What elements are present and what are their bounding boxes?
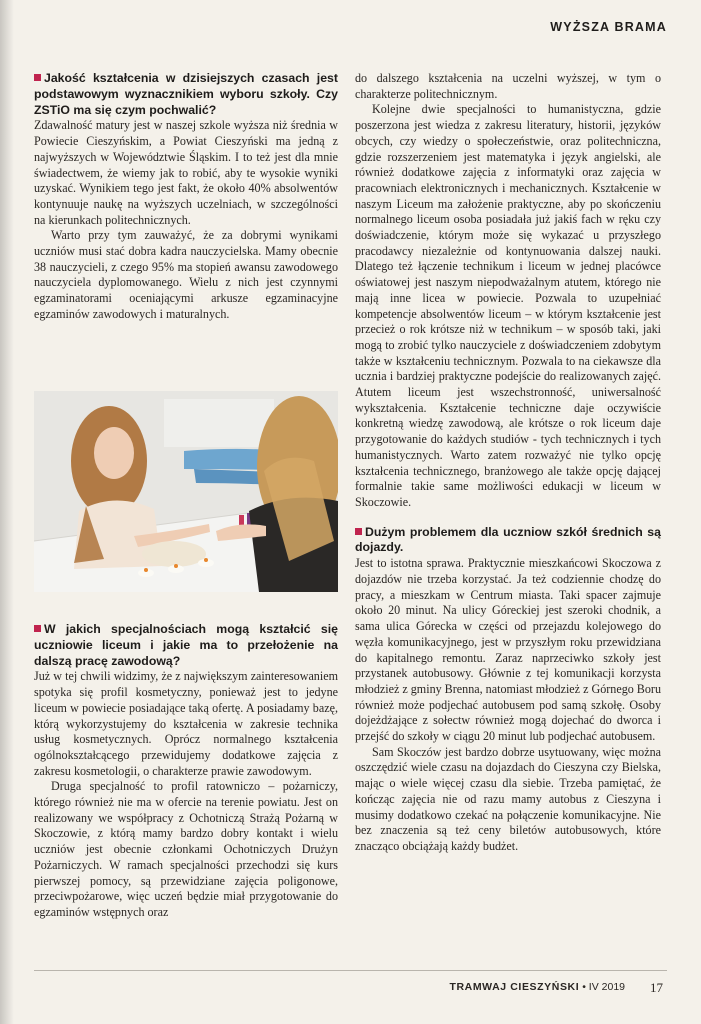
footer — [449, 981, 625, 993]
magazine-name: TRAMWAJ CIESZYŃSKI — [449, 981, 580, 993]
answer-paragraph: Zdawalność matury jest w naszej szkole wyższa niż średnia w Powiecie Cieszyńskim, a Powiat Cieszyński ma jedną z najwyższych w Województwie Śląskim. I to też jest dla mnie świadectwem, że wiemy jak to robić, aby te wysokie wyniki uzyskać. Wynikiem tego jest fakt, że około 40% absolwentów kontynuuje naukę na wyższych uczelniach, w szczególności na kierunkach politechnicznych. — [34, 118, 338, 227]
bullet-square-icon — [34, 74, 41, 81]
question-specialties: W jakich specjalnościach mogą kształcić się uczniowie liceum i jakie ma to przełożenie na dalszą pracę zawodową? — [34, 622, 338, 668]
answer-paragraph: Już w tej chwili widzimy, że z największym zainteresowaniem spotyka się profil kosmetyczny, ponieważ jest to jedyne liceum w powiecie posiadające taką ofertę. A posiadamy bazę, którą wykorzystujemy do kształcenia w zakresie technika usług kosmetycznych. Oprócz normalnego kształcenia ogólnokształcącego przewidujemy dodatkowe zajęcia z zakresu kosmetologii, o charakterze prawie zawodowym. — [34, 669, 338, 778]
answer-paragraph: Sam Skoczów jest bardzo dobrze usytuowany, więc można oszczędzić wiele czasu na dojazdach do Cieszyna czy Bielska, mając o wiele więcej czasu dla siebie. Trzeba pamiętać, że kończąc zajęcia nie od razu mamy autobus z Cieszyna i musimy dodatkowo czekać na połączenie komunikacyjne. Nie bez znaczenia są też ceny biletów autobusowych, które znacząco obciążają każdy budżet. — [355, 744, 661, 853]
footer-separator: • — [582, 981, 586, 993]
photo-illustration — [34, 391, 338, 592]
section-header: WYŻSZA BRAMA — [550, 20, 667, 34]
footer-divider — [34, 970, 667, 971]
answer-paragraph: Kolejne dwie specjalności to humanistyczna, gdzie poszerzona jest wiedza z zakresu literatury, historii, języków obcych, czy wiedzy o społeczeństwie, oraz politechniczna, gdzie rozszerzeniem jest matematyka i język angielski, ale również dodatkowe zajęcia z informatyki oraz zajęcia w pracowniach elektronicznych i mechanicznych. Kształcenie w naszym Liceum ma założenie praktyczne, aby po skończeniu normalnego liceum osoba posiadała już jakiś fach w ręku czy doświadczenie, którym może się wykazać u przyszłego pracodawcy niezależnie od kontynuowania dalszej nauki. Dlatego też łączenie technikum i liceum w jednej placówce oświatowej jest naszym niepodważalnym atutem, którego nie mają inne licea w powiecie. Pozwala to uzupełniać kompetencje absolwentów liceum – w którym kształcenie jest przecież o rok krótsze niż w technikum – w sposób taki, jaki mogą to zrobić tylko nauczyciele z doświadczeniem zdobytym także w kształceniu technicznym. Pozwala to na ciekawsze dla ucznia i bardziej praktyczne podejście do realizowanych zajęć. Atutem liceum jest wszechstronność, uniwersalność wykształcenia. Kształcenie techniczne daje oczywiście konkretną wiedzę zawodową, ale krótsze o rok liceum daje przygotowanie do każdych studiów - tych technicznych i tych humanistycznych. Warto zatem rozważyć nie tylko opcję kształcenia technicznego, branżowego ale także opcję dającej formalnie takie same możliwości edukacji w liceum w Skoczowie. — [355, 102, 661, 509]
left-column-lower — [34, 622, 338, 921]
page-gutter-shadow — [0, 0, 14, 1024]
left-column — [34, 71, 338, 323]
question-commute: Dużym problemem dla uczniow szkół średnich są dojazdy. — [355, 524, 661, 555]
answer-paragraph: Druga specjalność to profil ratowniczo – pożarniczy, którego również nie ma w ofercie na terenie powiatu. Jest on realizowany we współpracy z Ochotniczą Strażą Pożarną w Skoczowie, z którą mamy bardzo dobry kontakt i wielu uczniów jest obecnie członkami Ochotniczych Drużyn Pożarniczych. W ramach specjalności przechodzi się kurs pierwszej pomocy, są przewidziane zajęcia poligonowe, przeciwpożarowe, więc uczeń będzie miał przygotowanie do egzaminów wstępnych oraz — [34, 779, 338, 919]
page-number: 17 — [650, 980, 663, 995]
question-quality: Jakość kształcenia w dzisiejszych czasach jest podstawowym wyznacznikiem wyboru szkoły. Czy ZSTiO ma się czym pochwalić? — [34, 71, 338, 117]
right-column — [355, 71, 661, 855]
answer-paragraph: do dalszego kształcenia na uczelni wyższej, w tym o charakterze politechnicznym. — [355, 71, 661, 101]
issue-label: IV 2019 — [588, 981, 625, 993]
bullet-square-icon — [355, 528, 362, 535]
answer-paragraph: Jest to istotna sprawa. Praktycznie mieszkańcowi Skoczowa z dojazdów nie trzeba korzystać. Ja też codziennie chodzę do pracy, a mieszkam w Centrum miasta. Taki spacer zajmuje około 20 minut. Na ulicy Góreckiej jest szeroki chodnik, a sama ulica Górecka w części od przejazdu kolejowego do węzła komunikacyjnego, jest w przyszłym roku przewidziana do kapitalnego remontu. Zaraz naprzeciwko szkoły jest przystanek autobusowy. Głównie z tej komunikacji korzysta młodzież z gminy Brenna, natomiast młodzież z Górnego Boru również może podjechać autobusem pod samą szkołę. Osoby dojeżdżające z sołectw również mogą dojechać do dworca i przejść do szkoły w ciągu 20 minut lub podjechać autobusem. — [355, 556, 661, 744]
answer-paragraph: Warto przy tym zauważyć, że za dobrymi wynikami uczniów musi stać dobra kadra nauczycielska. Mamy obecnie 38 nauczycieli, z czego 95% ma stopień awansu zawodowego nauczyciela dyplomowanego. Wielu z nich jest czynnymi egzaminatorami oceniającymi arkusze egzaminacyjne egzaminów zawodowych i maturalnych. — [34, 228, 338, 321]
bullet-square-icon — [34, 625, 41, 632]
cosmetology-photo — [34, 391, 338, 592]
